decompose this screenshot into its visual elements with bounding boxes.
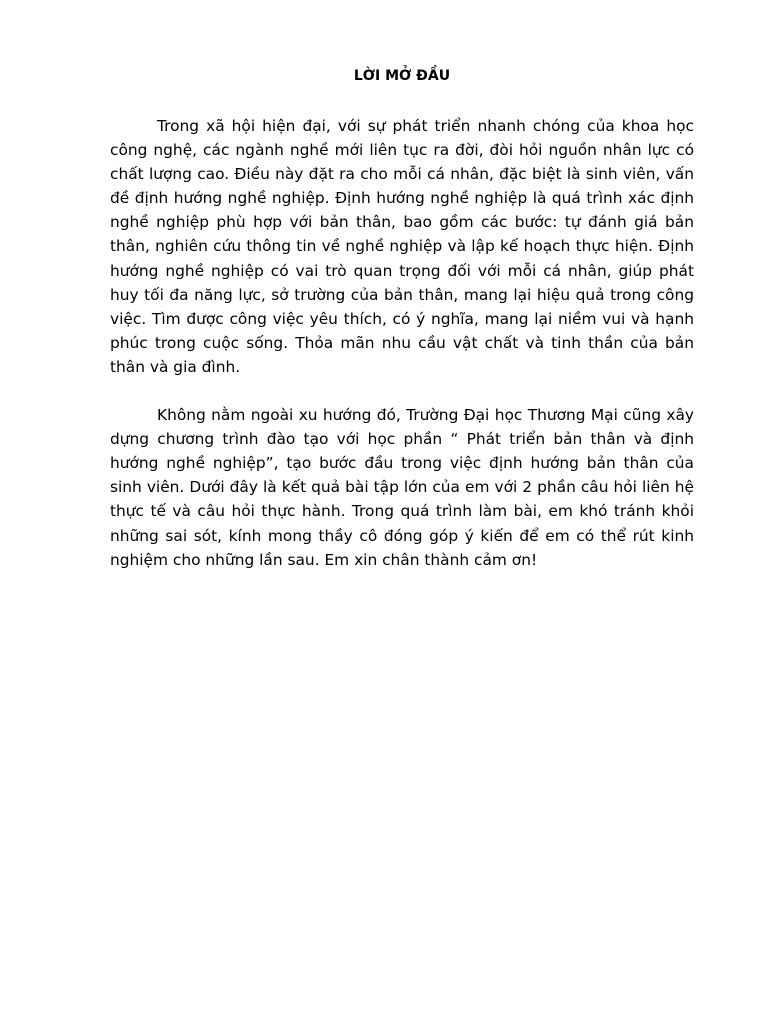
document-title: LỜI MỞ ĐẦU: [353, 68, 451, 84]
paragraph-school: Không nằm ngoài xu hướng đó, Trường Đại học Thương Mại cũng xây dựng chương trình đào tạo với học phần “ Phát triển bản thân và định hướng nghề nghiệp”, tạo bước đầu trong việc định hướng bản thân của sinh viên. Dưới đây là kết quả bài tập lớn của em với 2 phần câu hỏi liên hệ thực tế và câu hỏi thực hành. Trong quá trình làm bài, em khó tránh khỏi những sai sót, kính mong thầy cô đóng góp ý kiến để em có thể rút kinh nghiệm cho những lần sau. Em xin chân thành cảm ơn!: [110, 406, 694, 569]
document-page: [110, 64, 694, 572]
paragraph-intro: Trong xã hội hiện đại, với sự phát triển nhanh chóng của khoa học công nghệ, các ngành nghề mới liên tục ra đời, đòi hỏi nguồn nhân lực có chất lượng cao. Điều này đặt ra cho mỗi cá nhân, đặc biệt là sinh viên, vấn đề định hướng nghề nghiệp. Định hướng nghề nghiệp là quá trình xác định nghề nghiệp phù hợp với bản thân, bao gồm các bước: tự đánh giá bản thân, nghiên cứu thông tin về nghề nghiệp và lập kế hoạch thực hiện. Định hướng nghề nghiệp có vai trò quan trọng đối với mỗi cá nhân, giúp phát huy tối đa năng lực, sở trường của bản thân, mang lại hiệu quả trong công việc. Tìm được công việc yêu thích, có ý nghĩa, mang lại niềm vui và hạnh phúc trong cuộc sống. Thỏa mãn nhu cầu vật chất và tinh thần của bản thân và gia đình.: [110, 117, 694, 376]
